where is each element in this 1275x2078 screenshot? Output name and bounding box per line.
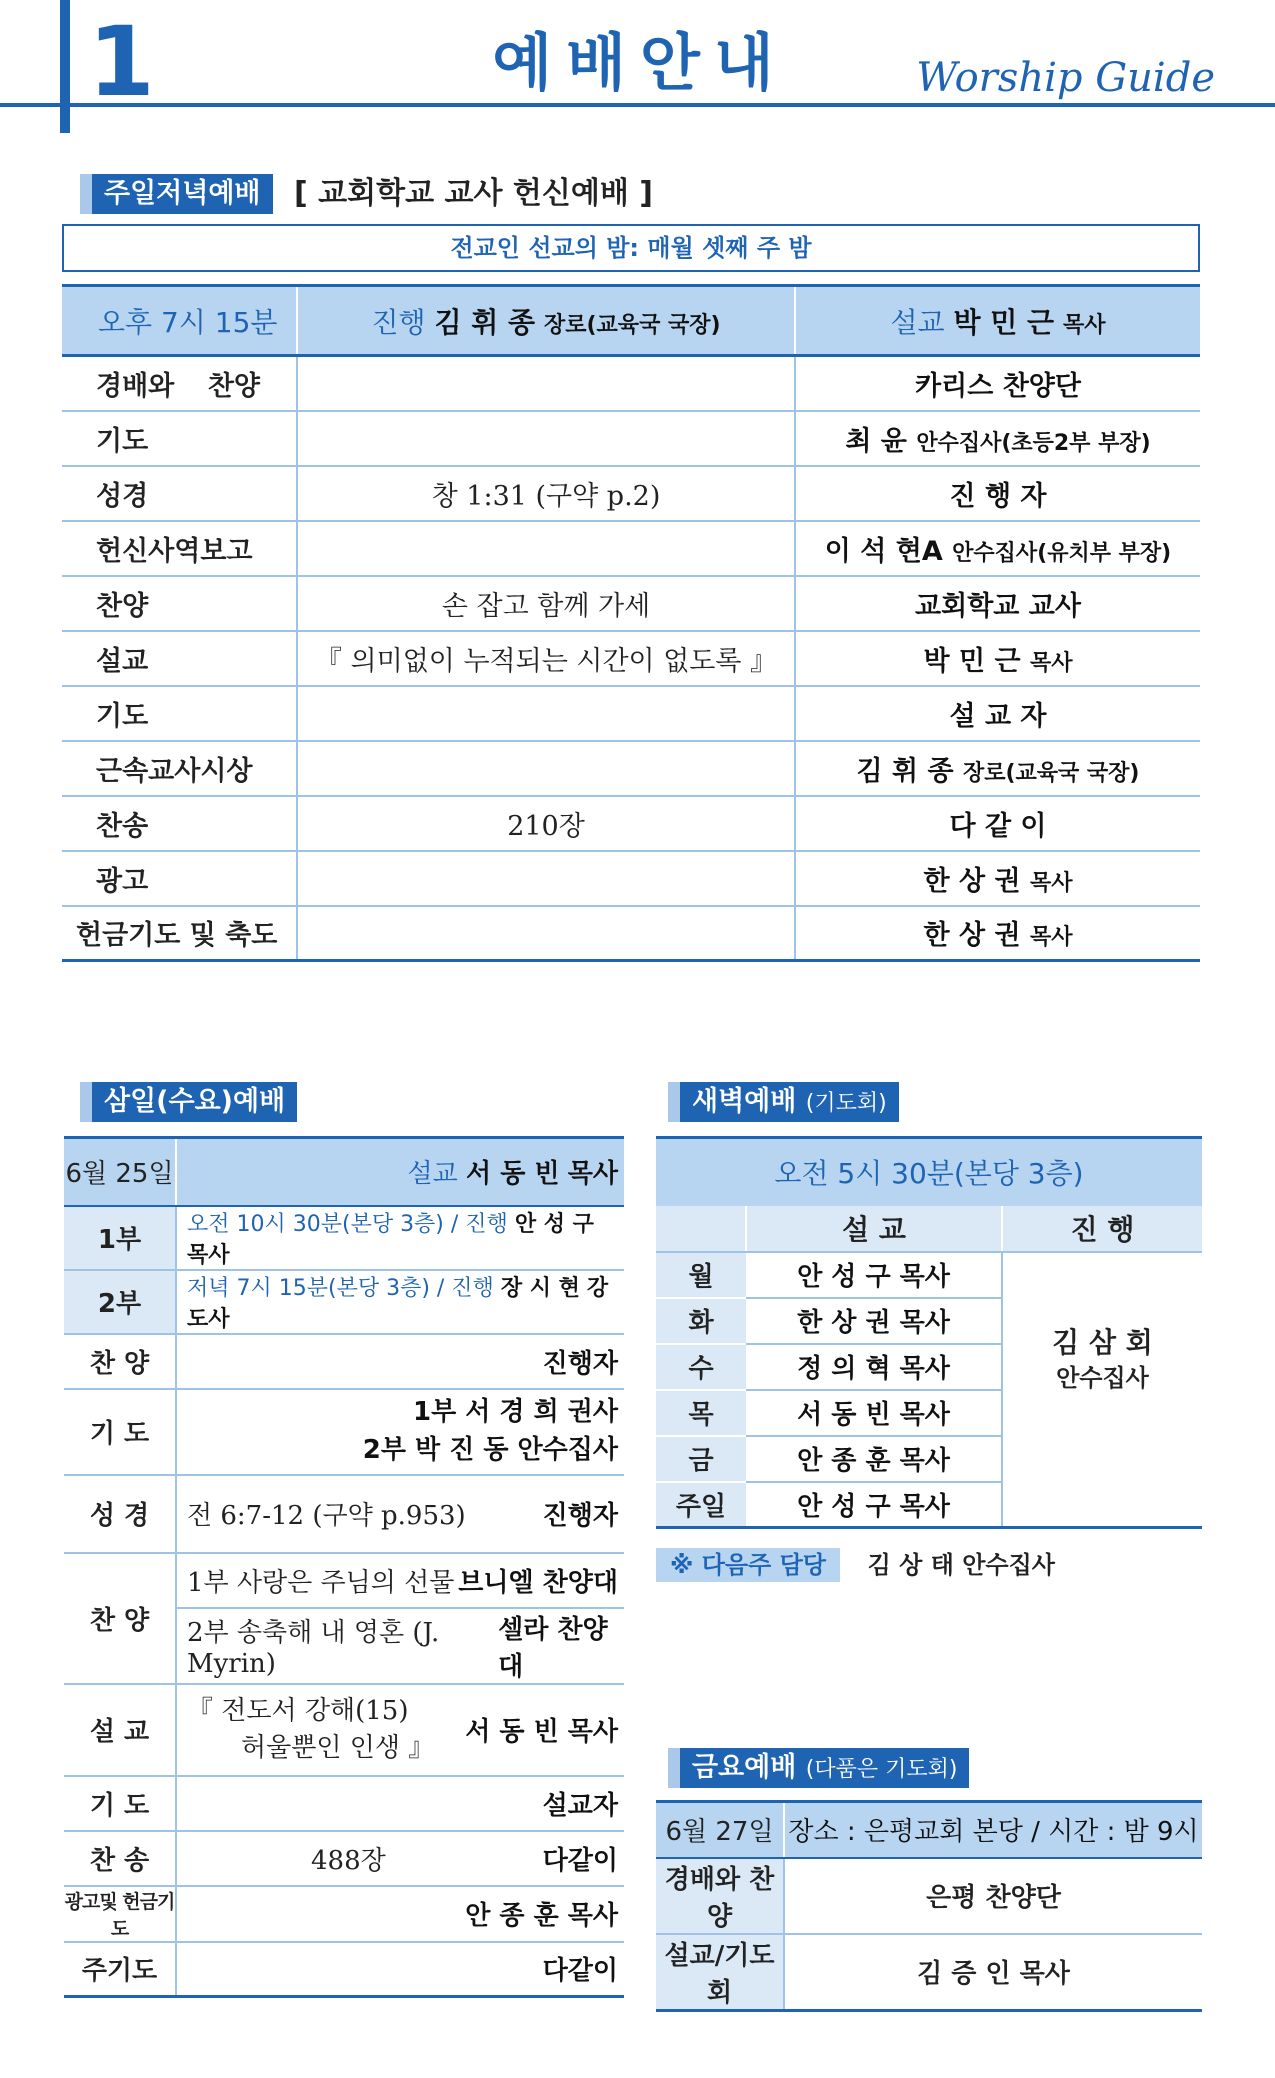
friday-badge: 금요예배 (다품은 기도회) [680, 1748, 969, 1788]
table-row: 2부 송축해 내 영혼 (J. Myrin) 셀라 찬양대 [64, 1608, 624, 1684]
header-accent-bar [60, 0, 70, 133]
table-row: 찬양 손 잡고 함께 가세 교회학교 교사 [62, 576, 1200, 631]
table-row: 기도 최 윤 안수집사(초등2부 부장) [62, 411, 1200, 466]
table-row: 찬 양 진행자 [64, 1334, 624, 1389]
dawn-table [656, 1136, 1202, 1529]
table-row: 기도 설 교 자 [62, 686, 1200, 741]
friday-table [656, 1800, 1202, 2012]
dawn-column-headers: 설 교 진 행 [656, 1206, 1202, 1252]
table-row: 2부 저녁 7시 15분(본당 3층) / 진행 장 시 현 강도사 [64, 1270, 624, 1334]
wednesday-table-header [64, 1138, 624, 1206]
table-row: 광고 한 상 권 목사 [62, 851, 1200, 906]
table-row: 설교/기도회 김 증 인 목사 [656, 1934, 1202, 2011]
wednesday-preacher: 설교 서 동 빈 목사 [176, 1138, 624, 1206]
table-row: 목 서 동 빈 목사 [656, 1390, 1202, 1436]
table-row: 찬 양 1부 사랑은 주님의 선물 브니엘 찬양대 [64, 1553, 624, 1608]
table-row: 기 도 설교자 [64, 1776, 624, 1831]
table-row: 근속교사시상 김 휘 종 장로(교육국 국장) [62, 741, 1200, 796]
table-row: 찬송 210장 다 같 이 [62, 796, 1200, 851]
sunday-table-header [62, 286, 1200, 356]
sunday-subtitle: [ 교회학교 교사 헌신예배 ] [294, 176, 653, 211]
page-title-english: Worship Guide [916, 55, 1215, 101]
table-row: 설 교 『 전도서 강해(15) 허울뿐인 인생 』 서 동 빈 목사 [64, 1684, 624, 1776]
table-row: 성 경 전 6:7-12 (구약 p.953) 진행자 [64, 1475, 624, 1553]
table-row: 설교 『 의미없이 누적되는 시간이 없도록 』 박 민 근 목사 [62, 631, 1200, 686]
wednesday-order-table [64, 1136, 624, 1998]
wednesday-badge: 삼일(수요)예배 [92, 1082, 297, 1122]
wednesday-date: 6월 25일 [64, 1138, 176, 1206]
table-row: 월 안 성 구 목사 김 삼 회 안수집사 [656, 1252, 1202, 1298]
table-row: 찬 송 488장 다같이 [64, 1831, 624, 1886]
table-row: 금 안 종 훈 목사 [656, 1436, 1202, 1482]
sunday-leader: 진행 김 휘 종 장로(교육국 국장) [297, 286, 795, 356]
table-row: 수 정 의 혁 목사 [656, 1344, 1202, 1390]
table-row: 헌금기도 및 축도 한 상 권 목사 [62, 906, 1200, 961]
table-row: 주일 안 성 구 목사 [656, 1482, 1202, 1528]
dawn-table-header: 오전 5시 30분(본당 3층) [656, 1138, 1202, 1206]
table-row: 성경 창 1:31 (구약 p.2) 진 행 자 [62, 466, 1200, 521]
page-title: 예배안내 [492, 26, 788, 99]
sunday-order-table [62, 284, 1200, 962]
table-row: 기 도 1부 서 경 희 권사 2부 박 진 동 안수집사 [64, 1389, 624, 1475]
table-row: 경배와 찬양 카리스 찬양단 [62, 356, 1200, 411]
dawn-leader: 김 삼 회 안수집사 [1002, 1252, 1202, 1528]
table-row: 광고및 헌금기도 안 종 훈 목사 [64, 1886, 624, 1942]
table-row: 화 한 상 권 목사 [656, 1298, 1202, 1344]
table-row: 주기도 다같이 [64, 1942, 624, 1997]
sunday-notice: 전교인 선교의 밤: 매월 셋째 주 밤 [62, 224, 1200, 272]
sunday-time: 오후 7시 15분 [62, 286, 297, 356]
sunday-badge: 주일저녁예배 [92, 174, 273, 214]
header-rule [0, 103, 1275, 107]
friday-table-header: 6월 27일 장소 : 은평교회 본당 / 시간 : 밤 9시 [656, 1802, 1202, 1858]
dawn-next-week: ※ 다음주 담당 김 상 태 안수집사 [656, 1548, 1055, 1582]
table-row: 1부 오전 10시 30분(본당 3층) / 진행 안 성 구 목사 [64, 1206, 624, 1270]
page-number: 1 [88, 6, 155, 118]
table-row: 경배와 찬양 은평 찬양단 [656, 1858, 1202, 1934]
table-row: 헌신사역보고 이 석 현A 안수집사(유치부 부장) [62, 521, 1200, 576]
dawn-badge: 새벽예배 (기도회) [680, 1082, 899, 1122]
sunday-preacher: 설교 박 민 근 목사 [795, 286, 1200, 356]
